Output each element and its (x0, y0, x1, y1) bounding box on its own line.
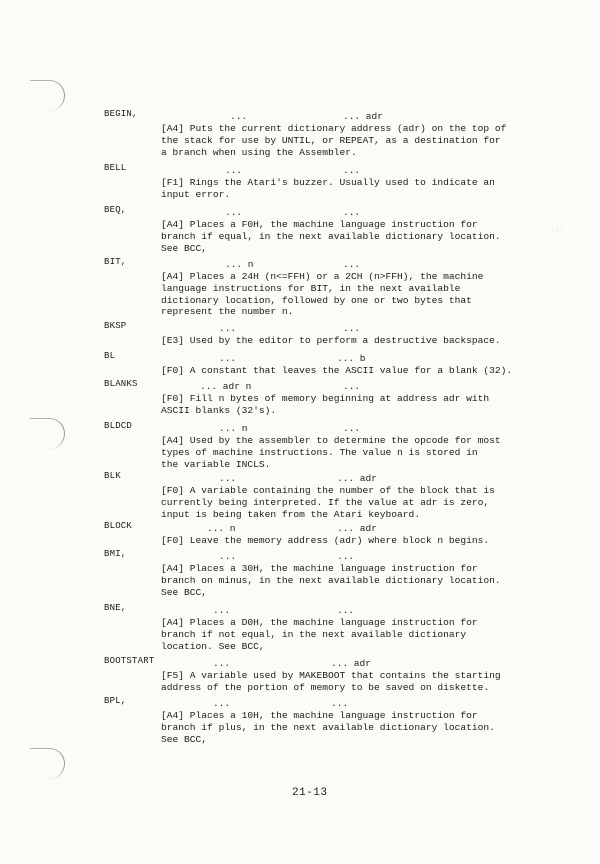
stack-after: ... adr (343, 111, 383, 122)
glossary-description: [E3] Used by the editor to perform a destructive backspace. (161, 335, 501, 346)
glossary-description: [F0] A constant that leaves the ASCII value for a blank (32). (161, 365, 513, 376)
hole-punch-mark (30, 80, 65, 111)
stack-after: ... (343, 323, 361, 334)
glossary-description: [A4] Places a 30H, the machine language instruction for branch on minus, in the next available dictionary location. See BCC, (161, 563, 501, 598)
glossary-description: [F5] A variable used by MAKEBOOT that contains the starting address of the portion of memory to be saved on diskette. (161, 670, 501, 693)
stack-after: ... (343, 381, 361, 392)
glossary-description: [A4] Places a F0H, the machine language instruction for branch if equal, in the next available dictionary location. See BCC, (161, 219, 501, 254)
stack-before: ... n (207, 523, 236, 534)
stack-after: ... b (337, 353, 366, 364)
stack-before: ... adr n (200, 381, 252, 392)
glossary-term: BOOTSTART (104, 656, 155, 666)
glossary-term: BL (104, 351, 116, 361)
stack-before: ... (213, 698, 231, 709)
glossary-description: [F1] Rings the Atari's buzzer. Usually used to indicate an input error. (161, 177, 495, 200)
stack-before: ... (219, 551, 237, 562)
stack-after: ... (343, 165, 361, 176)
glossary-description: [A4] Places a 24H (n<=FFH) or a 2CH (n>FFH), the machine language instructions for BIT, in the next available dictionary location, followed by one or two bytes that represent the number n. (161, 271, 484, 318)
glossary-term: BLDCD (104, 421, 133, 431)
glossary-term: BELL (104, 163, 127, 173)
stack-before: ... n (219, 423, 248, 434)
stack-before: ... (213, 658, 231, 669)
glossary-description: [F0] Fill n bytes of memory beginning at address adr with ASCII blanks (32's). (161, 393, 490, 416)
glossary-description: [A4] Places a D0H, the machine language instruction for branch if not equal, in the next available dictionary location. See BCC, (161, 617, 478, 652)
stack-before: ... (230, 111, 248, 122)
glossary-term: BEQ, (104, 205, 127, 215)
glossary-description: [A4] Puts the current dictionary address (adr) on the top of the stack for use by UNTIL, or REPEAT, as a destination for a branch when using the Assembler. (161, 123, 507, 158)
glossary-term: BPL, (104, 696, 127, 706)
hole-punch-mark (30, 418, 65, 449)
glossary-term: BKSP (104, 321, 127, 331)
glossary-term: BIT, (104, 257, 127, 267)
hole-punch-mark (30, 748, 65, 779)
stack-after: ... adr (337, 523, 377, 534)
stack-before: ... (225, 207, 243, 218)
page-number: 21-13 (292, 787, 328, 799)
glossary-term: BLK (104, 471, 121, 481)
stack-before: ... (225, 165, 243, 176)
glossary-term: BNE, (104, 603, 127, 613)
stack-before: ... (219, 353, 237, 364)
stack-after: ... (337, 605, 355, 616)
stack-after: ... (343, 259, 361, 270)
paper-speck: ·· (555, 226, 565, 235)
stack-before: ... (219, 323, 237, 334)
glossary-description: [F0] Leave the memory address (adr) where block n begins. (161, 535, 490, 546)
glossary-description: [A4] Places a 10H, the machine language instruction for branch if plus, in the next available dictionary location. See BCC, (161, 710, 495, 745)
glossary-term: BEGIN, (104, 109, 138, 119)
stack-after: ... adr (337, 473, 377, 484)
stack-after: ... (343, 207, 361, 218)
stack-before: ... (219, 473, 237, 484)
stack-after: ... adr (331, 658, 371, 669)
glossary-term: BLOCK (104, 521, 133, 531)
stack-after: ... (337, 551, 355, 562)
glossary-description: [A4] Used by the assembler to determine the opcode for most types of machine instructions. The value n is stored in the variable INCLS. (161, 435, 501, 470)
stack-after: ... (343, 423, 361, 434)
stack-after: ... (331, 698, 349, 709)
glossary-description: [F0] A variable containing the number of the block that is currently being interpreted. If the value at adr is zero, input is being taken from the Atari keyboard. (161, 485, 495, 520)
stack-before: ... (213, 605, 231, 616)
glossary-term: BMI, (104, 549, 127, 559)
glossary-term: BLANKS (104, 379, 138, 389)
stack-before: ... n (225, 259, 254, 270)
